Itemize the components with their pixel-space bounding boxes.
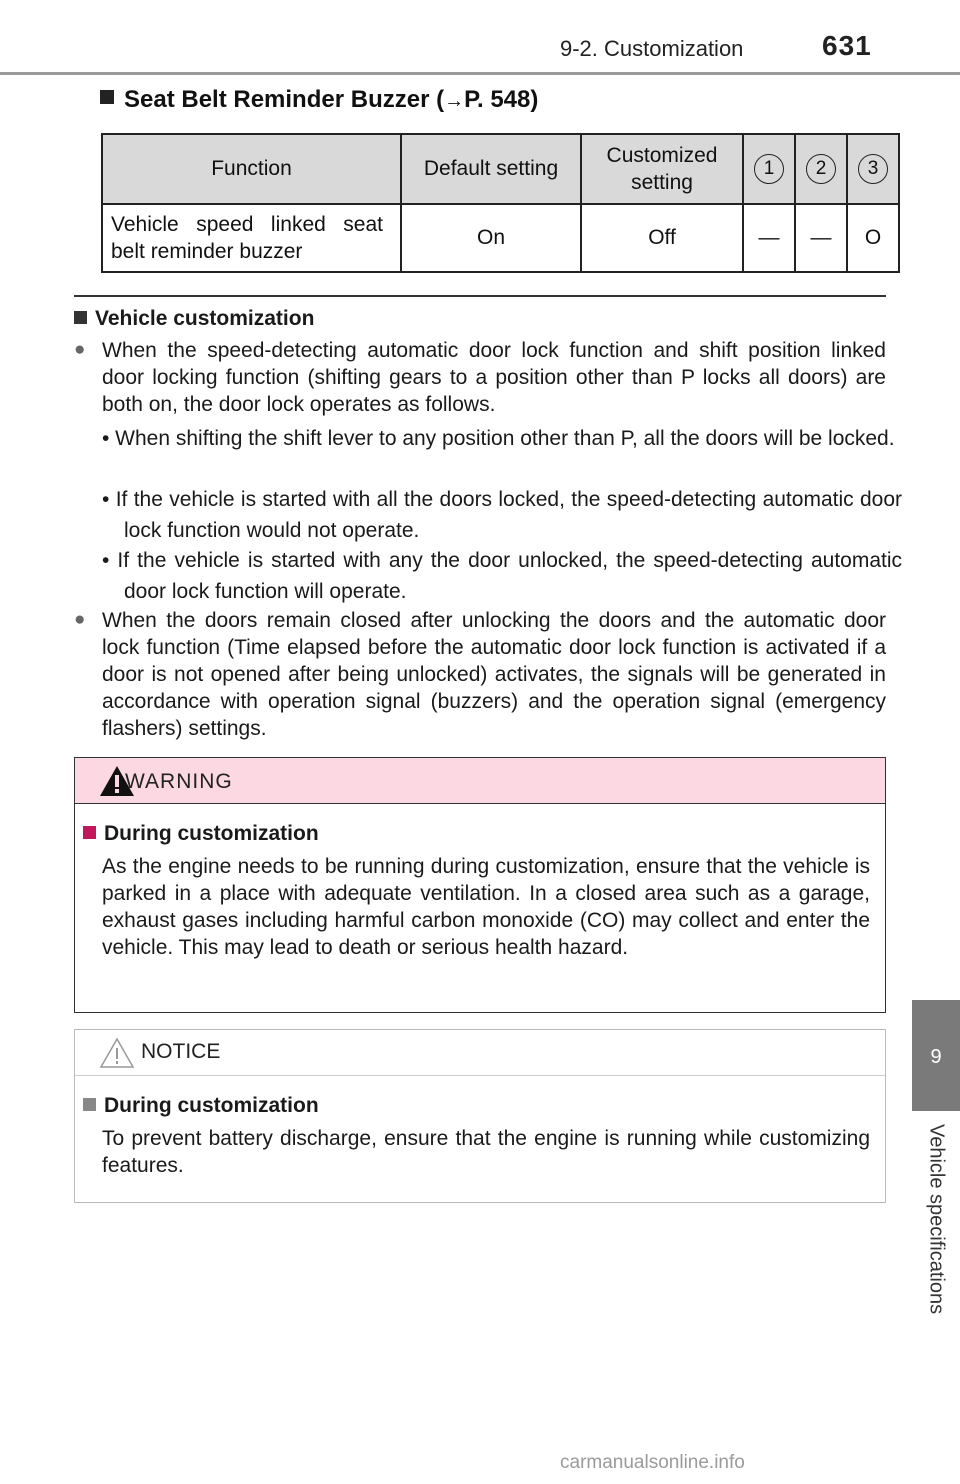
chapter-tab: [912, 1000, 960, 1111]
header-method-1: [743, 134, 795, 204]
warning-title: WARNING: [125, 770, 233, 793]
paragraph-bullet-2: When the doors remain closed after unlocking the doors and the automatic door lock function (Time elapsed before the automatic door lock function is activated if a door is not opened after being unlocked) activates, the signals will be generated in accordance with operation signal (buzzers) and the operation signal (emergency flashers) settings.: [102, 609, 886, 740]
warning-body: As the engine needs to be running during customization, ensure that the vehicle is parked in a place with adequate ventilation. In a closed area such as a garage, exhaust gases including harmful carbon monoxide (CO) may collect and enter the vehicle. This may lead to death or serious health hazard.: [102, 855, 870, 959]
square-bullet-icon: [83, 826, 96, 839]
circled-number-icon: 1: [754, 154, 784, 184]
watermark-text: carmanualsonline.info: [560, 1452, 745, 1473]
header-method-3: [847, 134, 899, 204]
table-row: [102, 204, 899, 272]
cell-method-2: —: [795, 204, 847, 272]
square-bullet-icon: [74, 311, 87, 324]
circled-number-icon: 2: [806, 154, 836, 184]
table-header-row: [102, 134, 899, 204]
warning-subtitle: During customization: [83, 822, 319, 846]
chapter-number: 9: [930, 1046, 942, 1068]
bullet-dot-icon: ●: [74, 609, 86, 630]
cell-method-1: —: [743, 204, 795, 272]
page-reference-link[interactable]: P. 548): [464, 86, 539, 113]
notice-body: To prevent battery discharge, ensure that the engine is running while customizing features.: [102, 1127, 870, 1177]
page-number: 631: [822, 30, 872, 61]
subsection-title: Vehicle customization: [74, 307, 314, 331]
notice-box: [74, 1029, 886, 1203]
section-divider: [74, 295, 886, 297]
header-method-2: [795, 134, 847, 204]
chapter-label-text: Vehicle specifications: [925, 1124, 948, 1315]
notice-title: NOTICE: [141, 1040, 221, 1063]
header-function: Function: [102, 134, 401, 204]
settings-table: [101, 133, 900, 273]
notice-header: [75, 1030, 885, 1076]
sub-bullet-3: • If the vehicle is started with any the door unlocked, the speed-detecting automatic door lock function will operate.: [102, 549, 902, 603]
bullet-dot-icon: ●: [74, 339, 86, 360]
notice-subtitle: During customization: [83, 1094, 319, 1118]
square-bullet-icon: [100, 90, 114, 104]
circled-number-icon: 3: [858, 154, 888, 184]
warning-box: [74, 757, 886, 1013]
arrow-icon: →: [444, 90, 465, 112]
warning-header: [75, 758, 885, 804]
cell-function: Vehicle speed linked seat belt reminder buzzer: [102, 204, 401, 272]
header-rule: [0, 72, 960, 75]
section-title-text: Seat Belt Reminder Buzzer (: [124, 86, 445, 113]
header-default-setting: Default setting: [401, 134, 581, 204]
chapter-label: [912, 1124, 960, 1344]
cell-customized: Off: [581, 204, 743, 272]
cell-default: On: [401, 204, 581, 272]
sub-bullet-1: • When shifting the shift lever to any position other than P, all the doors will be locked.: [102, 427, 895, 450]
cell-method-3: O: [847, 204, 899, 272]
section-header: 9-2. Customization: [560, 36, 744, 61]
section-title: [100, 86, 538, 114]
caution-triangle-icon: [99, 1037, 135, 1069]
paragraph-bullet-1: When the speed-detecting automatic door lock function and shift position linked door locking function (shifting gears to a position other than P locks all doors) are both on, the door lock operates as follows.: [102, 339, 886, 416]
square-bullet-icon: [83, 1098, 96, 1111]
header-customized-setting: Customized setting: [581, 134, 743, 204]
sub-bullet-2: • If the vehicle is started with all the doors locked, the speed-detecting automatic door lock function would not operate.: [102, 488, 902, 542]
